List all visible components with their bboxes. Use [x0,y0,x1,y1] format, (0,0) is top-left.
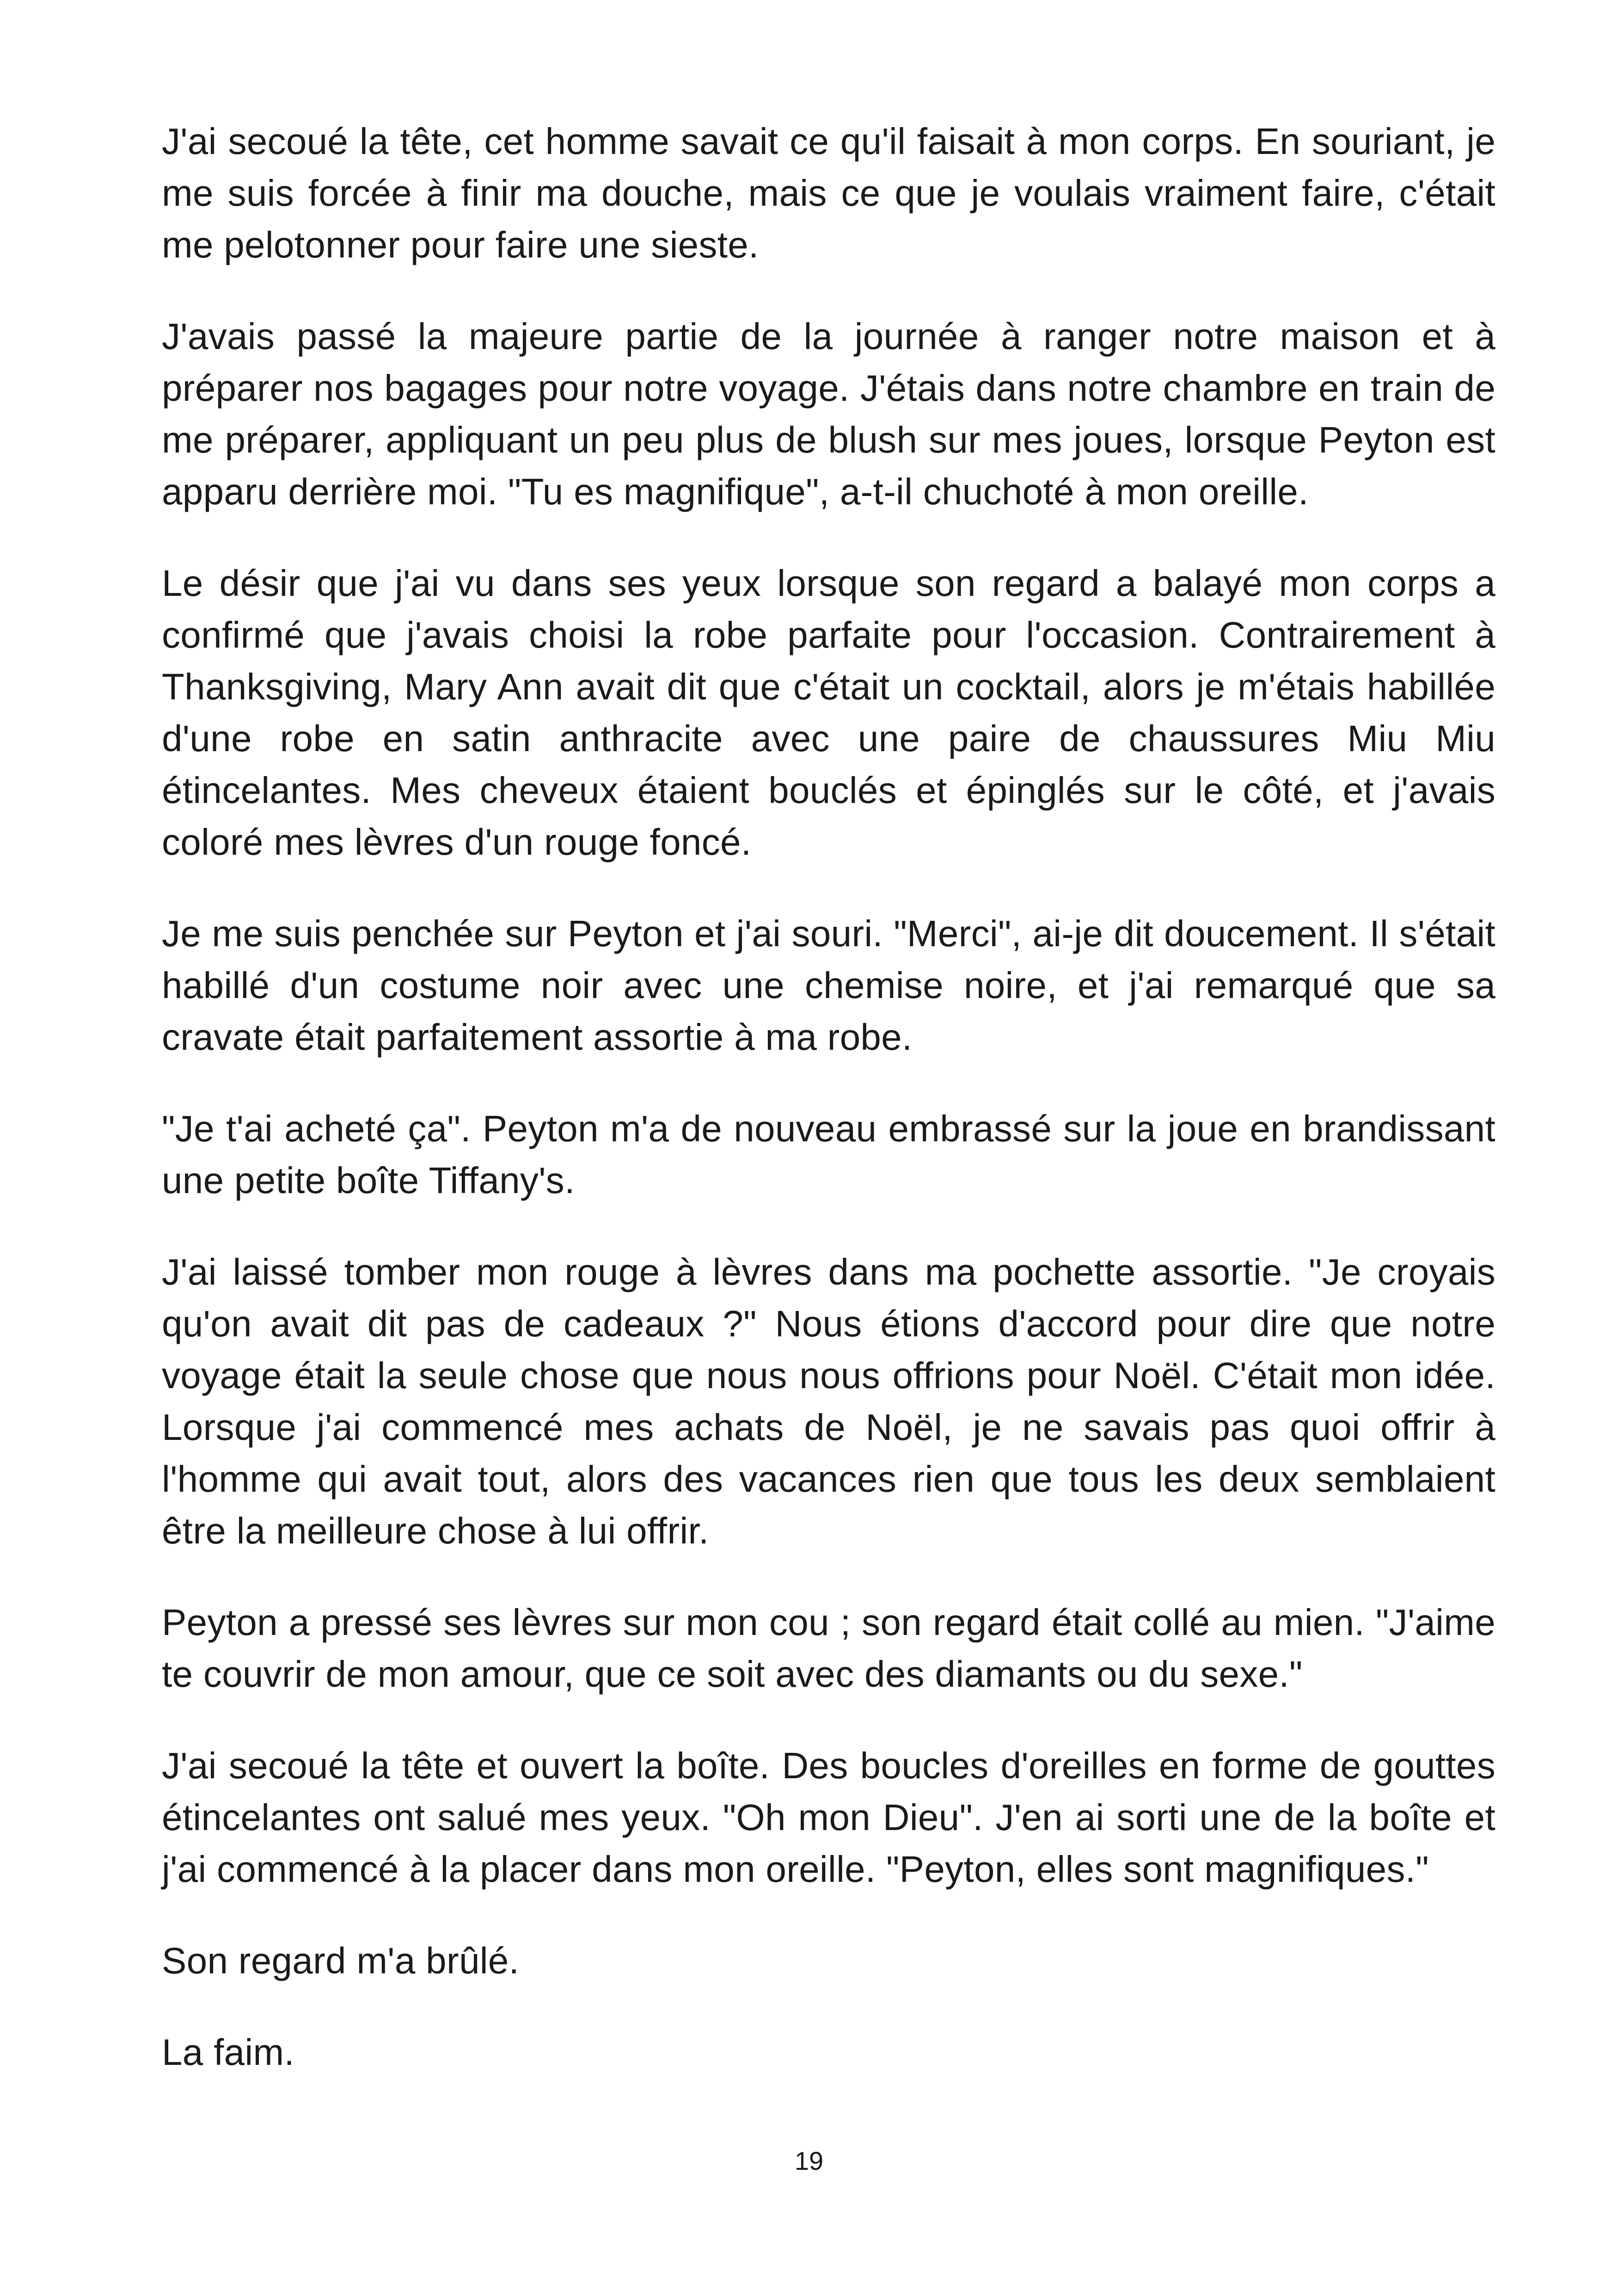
body-text [162,116,1495,2118]
paragraph-7: Peyton a pressé ses lèvres sur mon cou ; son regard était collé au mien. "J'aime te couvrir de mon amour, que ce soit avec des diamants ou du sexe." [162,1602,1495,1695]
paragraph-6: J'ai laissé tomber mon rouge à lèvres dans ma pochette assortie. "Je croyais qu'on avait dit pas de cadeaux ?" Nous étions d'accord pour dire que notre voyage était la seule chose que nous nous offrions pour Noël. C'était mon idée. Lorsque j'ai commencé mes achats de Noël, je ne savais pas quoi offrir à l'homme qui avait tout, alors des vacances rien que tous les deux semblaient être la meilleure chose à lui offrir. [162,1251,1495,1551]
paragraph-2: J'avais passé la majeure partie de la journée à ranger notre maison et à préparer nos bagages pour notre voyage. J'étais dans notre chambre en train de me préparer, appliquant un peu plus de blush sur mes joues, lorsque Peyton est apparu derrière moi. "Tu es magnifique", a-t-il chuchoté à mon oreille. [162,316,1495,512]
paragraph-3: Le désir que j'ai vu dans ses yeux lorsque son regard a balayé mon corps a confirmé que j'avais choisi la robe parfaite pour l'occasion. Contrairement à Thanksgiving, Mary Ann avait dit que c'était un cocktail, alors je m'étais habillée d'une robe en satin anthracite avec une paire de chaussures Miu Miu étincelantes. Mes cheveux étaient bouclés et épinglés sur le côté, et j'avais coloré mes lèvres d'un rouge foncé. [162,563,1495,863]
paragraph-10: La faim. [162,2032,294,2073]
paragraph-1: J'ai secoué la tête, cet homme savait ce qu'il faisait à mon corps. En souriant, je me suis forcée à finir ma douche, mais ce que je voulais vraiment faire, c'était me pelotonner pour faire une sieste. [162,121,1495,265]
paragraph-8: J'ai secoué la tête et ouvert la boîte. Des boucles d'oreilles en forme de gouttes étincelantes ont salué mes yeux. "Oh mon Dieu". J'en ai sorti une de la boîte et j'ai commencé à la placer dans mon oreille. "Peyton, elles sont magnifiques." [162,1745,1495,1890]
paragraph-5: "Je t'ai acheté ça". Peyton m'a de nouveau embrassé sur la joue en brandissant une petite boîte Tiffany's. [162,1108,1495,1201]
paragraph-4: Je me suis penchée sur Peyton et j'ai souri. "Merci", ai-je dit doucement. Il s'était habillé d'un costume noir avec une chemise noire, et j'ai remarqué que sa cravate était parfaitement assortie à ma robe. [162,913,1495,1058]
paragraph-9: Son regard m'a brûlé. [162,1940,520,1981]
page-number: 19 [794,2146,824,2175]
